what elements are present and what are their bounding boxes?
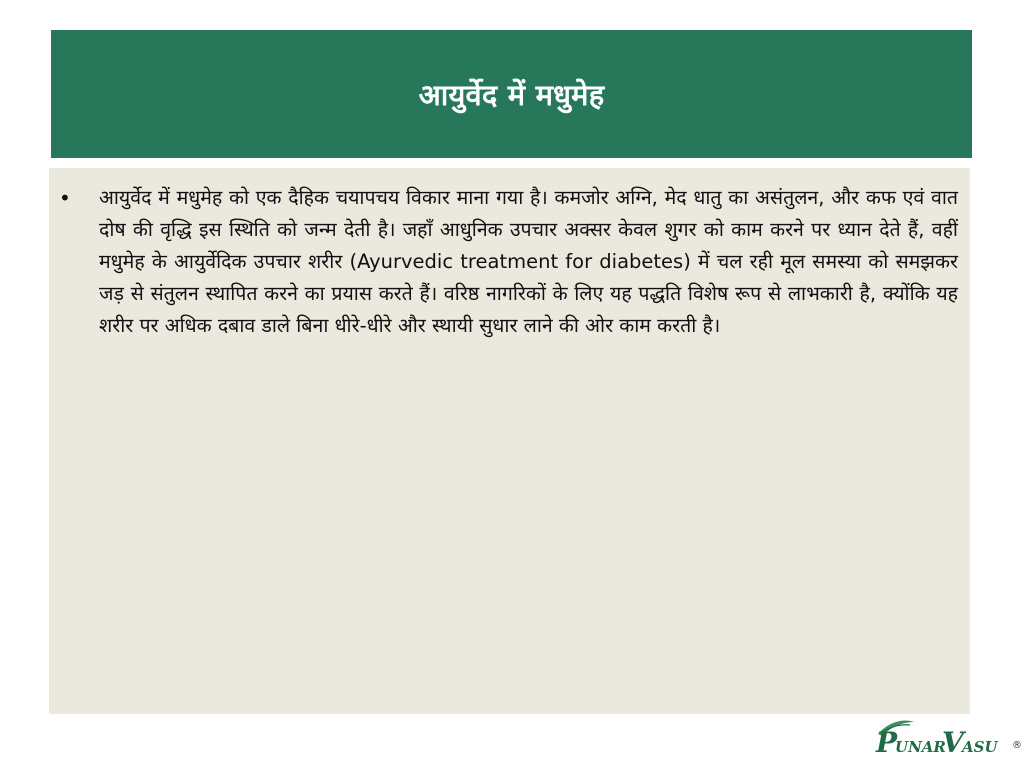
registered-mark: ® [1012,740,1022,751]
bullet-item [57,182,962,342]
title-bar [51,30,972,158]
slide-title: आयुर्वेद में मधुमेह [418,77,605,112]
logo-letters-unar: UNAR [895,738,946,756]
logo-letters-asu: ASU [962,738,998,756]
logo-letter-v: V [942,726,964,759]
logo-letter-p: P [876,726,898,759]
bullet-paragraph: आयुर्वेद में मधुमेह को एक दैहिक चयापचय विकार माना गया है। कमजोर अग्नि, मेद धातु का असंतुलन, और कफ एवं वात दोष की वृद्धि इस स्थिति को जन्म देती है। जहाँ आधुनिक उपचार अक्सर केवल शुगर को काम करने पर ध्यान देते हैं, वहीं मधुमेह के आयुर्वेदिक उपचार शरीर (Ayurvedic treatment for diabetes) में चल रही मूल समस्या को समझकर जड़ से संतुलन स्थापित करने का प्रयास करते हैं। वरिष्ठ नागरिकों के लिए यह पद्धति विशेष रूप से लाभकारी है, क्योंकि यह शरीर पर अधिक दबाव डाले बिना धीरे-धीरे और स्थायी सुधार लाने की ओर काम करती है। [99,186,958,337]
punarvasu-logo [874,714,1024,764]
content-box [49,168,970,714]
bullet-icon: • [59,186,71,210]
